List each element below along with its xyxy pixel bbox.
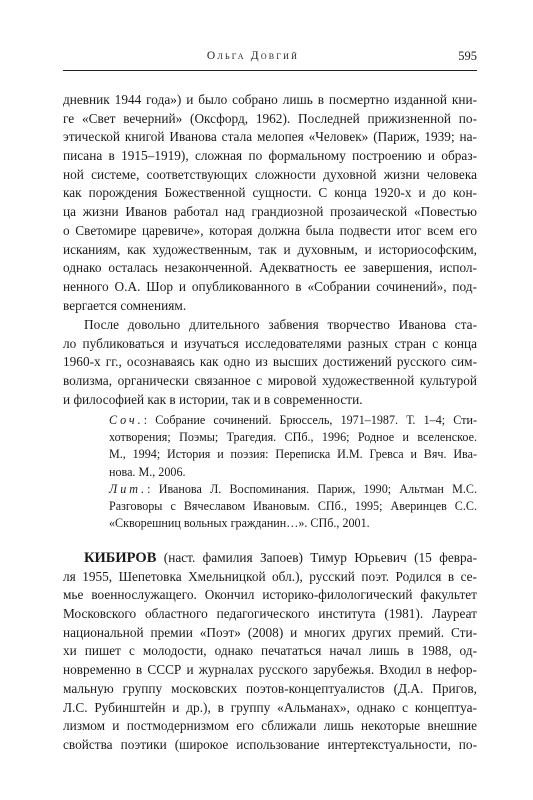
text-line: 1960-х гг., осознаваясь как одно из высших достижений русского сим- [63,354,477,370]
text-line: свойства поэтики (широкое использование интертекстуальности, по- [63,736,477,752]
text-line: новременно в СССР и журналах русского зарубежья. Входил в нефор- [63,662,477,678]
text-line: После довольно длительного забвения творчество Иванова ста- [84,317,477,332]
running-title: Ольга Довгий [206,50,300,62]
text-line: о Светомире царевиче», которая должна была подвести итог всем его [63,222,477,238]
paragraph-ivanov-legacy [63,316,477,409]
bibliography-literature-line: Лит.: Иванова Л. Воспоминания. Париж, 1990; Альтман М.С. [109,481,477,496]
bibliography [109,412,477,532]
page-header [63,50,477,68]
text-line: писана в 1915–1919), сложная по формальному построению и образ- [63,148,477,164]
text-line: дневник 1944 года») и было собрано лишь в посмертно изданной кни- [63,92,477,107]
text-line: хотворения; Поэмы; Трагедия. СПб., 1996; Родное и вселенское. [109,430,477,445]
text-line: волизма, органически связанное с мировой художественной культурой [63,373,477,389]
text-line: мальную группу московских поэтов-концептуалистов (Д.А. Пригов, [63,680,477,696]
paragraph-ivanov-works [63,91,477,315]
literature-label: Лит. [109,481,148,496]
text-line: ной системе, соответствующих сложности духовной жизни человека [63,166,477,182]
header-rule [63,70,477,71]
text-line: Л.С. Рубинштейн и др.), в группу «Альманах», однако с концептуа- [63,699,477,715]
text-line: национальной премии «Поэт» (2008) и многих других премий. Сти- [63,624,477,640]
text-line: ненного О.А. Шор и опубликованного в «Собрании сочинений», под- [63,278,477,294]
entry-kibirov [63,549,477,755]
text-line: как порождения Божественной сущности. С конца 1920-х и до кон- [63,185,477,201]
text-line: М., 1994; История и поэзия: Переписка И.М. Гревса и Вяч. Ива- [109,447,477,462]
text-line: нова. М., 2006. [109,464,186,479]
entry-first-line: КИБИРОВ (наст. фамилия Запоев) Тимур Юрьевич (15 февра- [84,550,477,566]
text-line: мье военнослужащего. Окончил историко-филологический факультет [63,587,477,603]
text-line: «Скворешниц вольных гражданин…». СПб., 2001. [109,516,370,531]
text-line: Разговоры с Вячеславом Ивановым. СПб., 1995; Аверинцев С.С. [109,498,477,513]
text-line: ца жизни Иванов работал над грандиозной прозаической «Повестью [63,204,477,220]
text-line: этической книгой Иванова стала мелопея «Человек» (Париж, 1939; на- [63,129,477,145]
text-line: ля 1955, Шепетовка Хмельницкой обл.), русский поэт. Родился в се- [63,568,477,584]
text-line: исканиям, как художественным, так и духовным, и историософским, [63,241,477,257]
text-line: хи пишет с молодости, однако печататься начал лишь в 1988, од- [63,643,477,659]
text-line: вергается сомнениям. [63,297,187,313]
bibliography-works-line: Соч.: Собрание сочинений. Брюссель, 1971–1987. Т. 1–4; Сти- [109,413,477,427]
text-line: лизмом и постмодернизмом его сближали лишь некоторые внешние [63,718,477,734]
text-line: ге «Свет вечерний» (Оксфорд, 1962). Последней прижизненной по- [63,110,477,126]
works-label: Соч. [109,413,144,427]
entry-name: КИБИРОВ [84,550,157,566]
text-line: и философией как в истории, так и в современности. [63,391,363,407]
page-number: 595 [458,49,477,63]
text-line: ло публиковаться и изучаться исследователями разных стран с конца [63,335,477,351]
text-line: Московского областного педагогического института (1981). Лауреат [63,606,477,622]
text-line: однако осталась незаконченной. Адекватность ее завершения, испол- [63,260,477,276]
